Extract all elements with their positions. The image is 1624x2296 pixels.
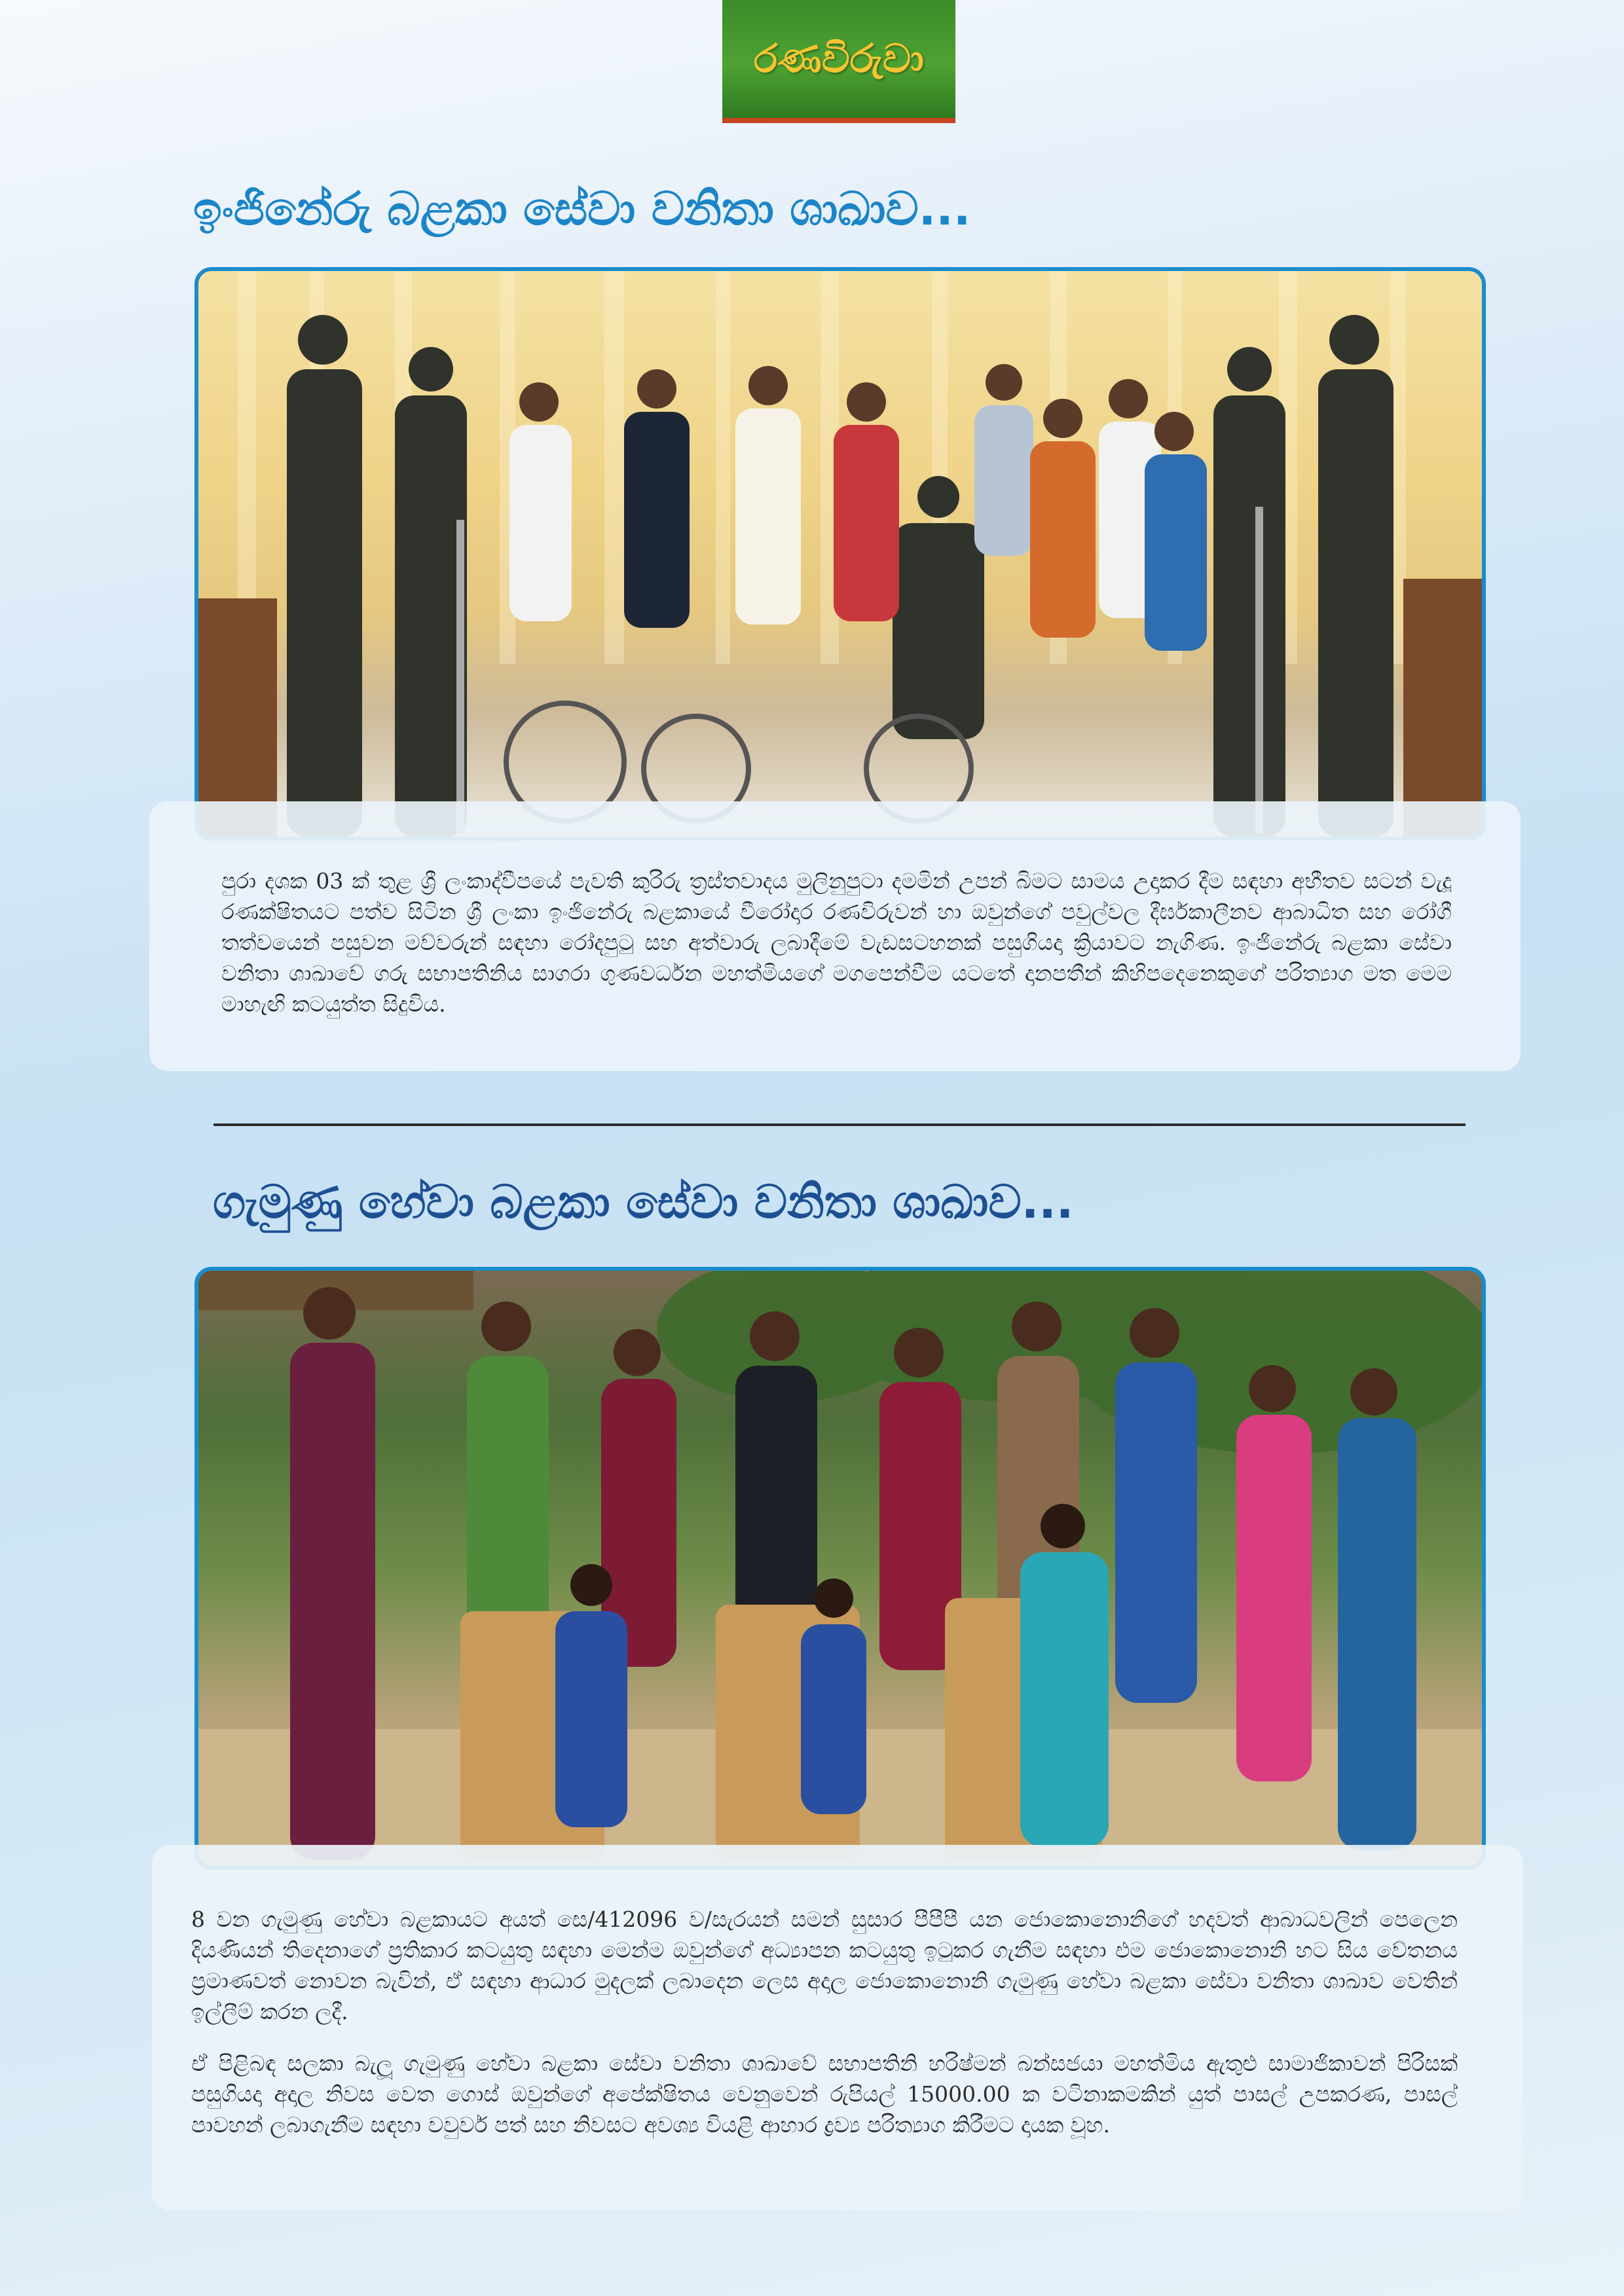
section-divider xyxy=(213,1123,1466,1126)
photo-illustration xyxy=(198,271,1482,837)
masthead-logo xyxy=(722,0,955,123)
section2-text-panel xyxy=(152,1845,1523,2210)
section1-title: ඉංජිනේරු බළකා සේවා වනිතා ශාඛාව... xyxy=(193,182,971,236)
section2-title: ගැමුණු හේවා බළකා සේවා වනිතා ශාඛාව... xyxy=(213,1175,1074,1229)
section1-group-photo xyxy=(194,267,1486,841)
section2-paragraph-1: 8 වන ගැමුණු හේවා බළකායට අයත් සෙ/412096 ව/සැරයන් සමන් සුසාර පීපීපී යන ජොකොනොනිගේ හදවත් ආබාධවලින් පෙලෙන දියණියන් තිදෙනාගේ ප්‍රතිකාර කටයුතු සඳහා මෙන්ම ඔවුන්ගේ අධ්‍යාපන කටයුතු ඉටුකර ගැනීම සඳහා එම ජොකොනොනි හට සිය වේතනය ප්‍රමාණවත් නොවන බැවින්, ඒ සඳහා ආධාර මුදලක් ලබාදෙන ලෙස අදාල ජොකොනොනි ගැමුණු හේවා බළකා සේවා වනිතා ශාඛාව වෙතින් ඉල්ලීම් කරන ලදී. xyxy=(191,1906,1458,2024)
masthead-title: රණවිරුවා xyxy=(754,36,924,82)
photo-illustration xyxy=(198,1271,1482,1866)
section1-paragraph: පුරා දශක 03 ක් තුළ ශ්‍රී ලංකාද්වීපයේ පැවති කුරිරු ත්‍රස්තවාදය මුලිනුපුටා දමමින් උපන් බිමට සාමය උදාකර දීම සඳහා අභීතව සටන් වැදූ රණක්ෂිතයට පත්ව සිටින ශ්‍රී ලංකා ඉංජිනේරු බළකායේ වීරෝදාර රණවිරුවන් හා ඔවුන්ගේ පවුල්වල දීර්ඝකාලීනව ආබාධිත සහ රෝගී තත්වයෙන් පසුවන මව්වරුන් සඳහා රෝදපුටු සහ අත්වාරු ලබාදීමේ වැඩසටහනක් පසුගියදා ක්‍රියාවට නැගිණ. ඉංජිනේරු බළකා සේවා වනිතා ශාඛාවේ ගරු සභාපතිනිය සාගරා ගුණවර්ධන මහත්මියගේ මගපෙන්වීම යටතේ දානපතීන් කිහිපදෙනෙකුගේ පරිත්‍යාග මත මෙම මාහැඟි කටයුත්ත සිදුවිය. xyxy=(221,868,1452,1017)
section2-group-photo xyxy=(194,1267,1486,1870)
section2-paragraph-2: ඒ පිළිබඳ සලකා බැලූ ගැමුණු හේවා බළකා සේවා වනිතා ශාඛාවේ සභාපතිනි හරිෂ්මන් බන්සජයා මහත්මිය ඇතුළු සාමාජිකාවන් පිරිසක් පසුගියදා අදාල නිවස වෙත ගොස් ඔවුන්ගේ අපේක්ෂිතය වෙනුවෙන් රුපියල් 15000.00 ක වටිනාකමකින් යුත් පාසල් උපකරණ, පාසල් පාවහන් ලබාගැනීම සඳහා වවුවර් පත් සහ නිවසට අවශ්‍ය වියළි ආහාර ද්‍රව්‍ය පරිත්‍යාග කිරීමට දායක වූහ. xyxy=(191,2050,1458,2138)
section1-text-panel xyxy=(149,801,1521,1071)
